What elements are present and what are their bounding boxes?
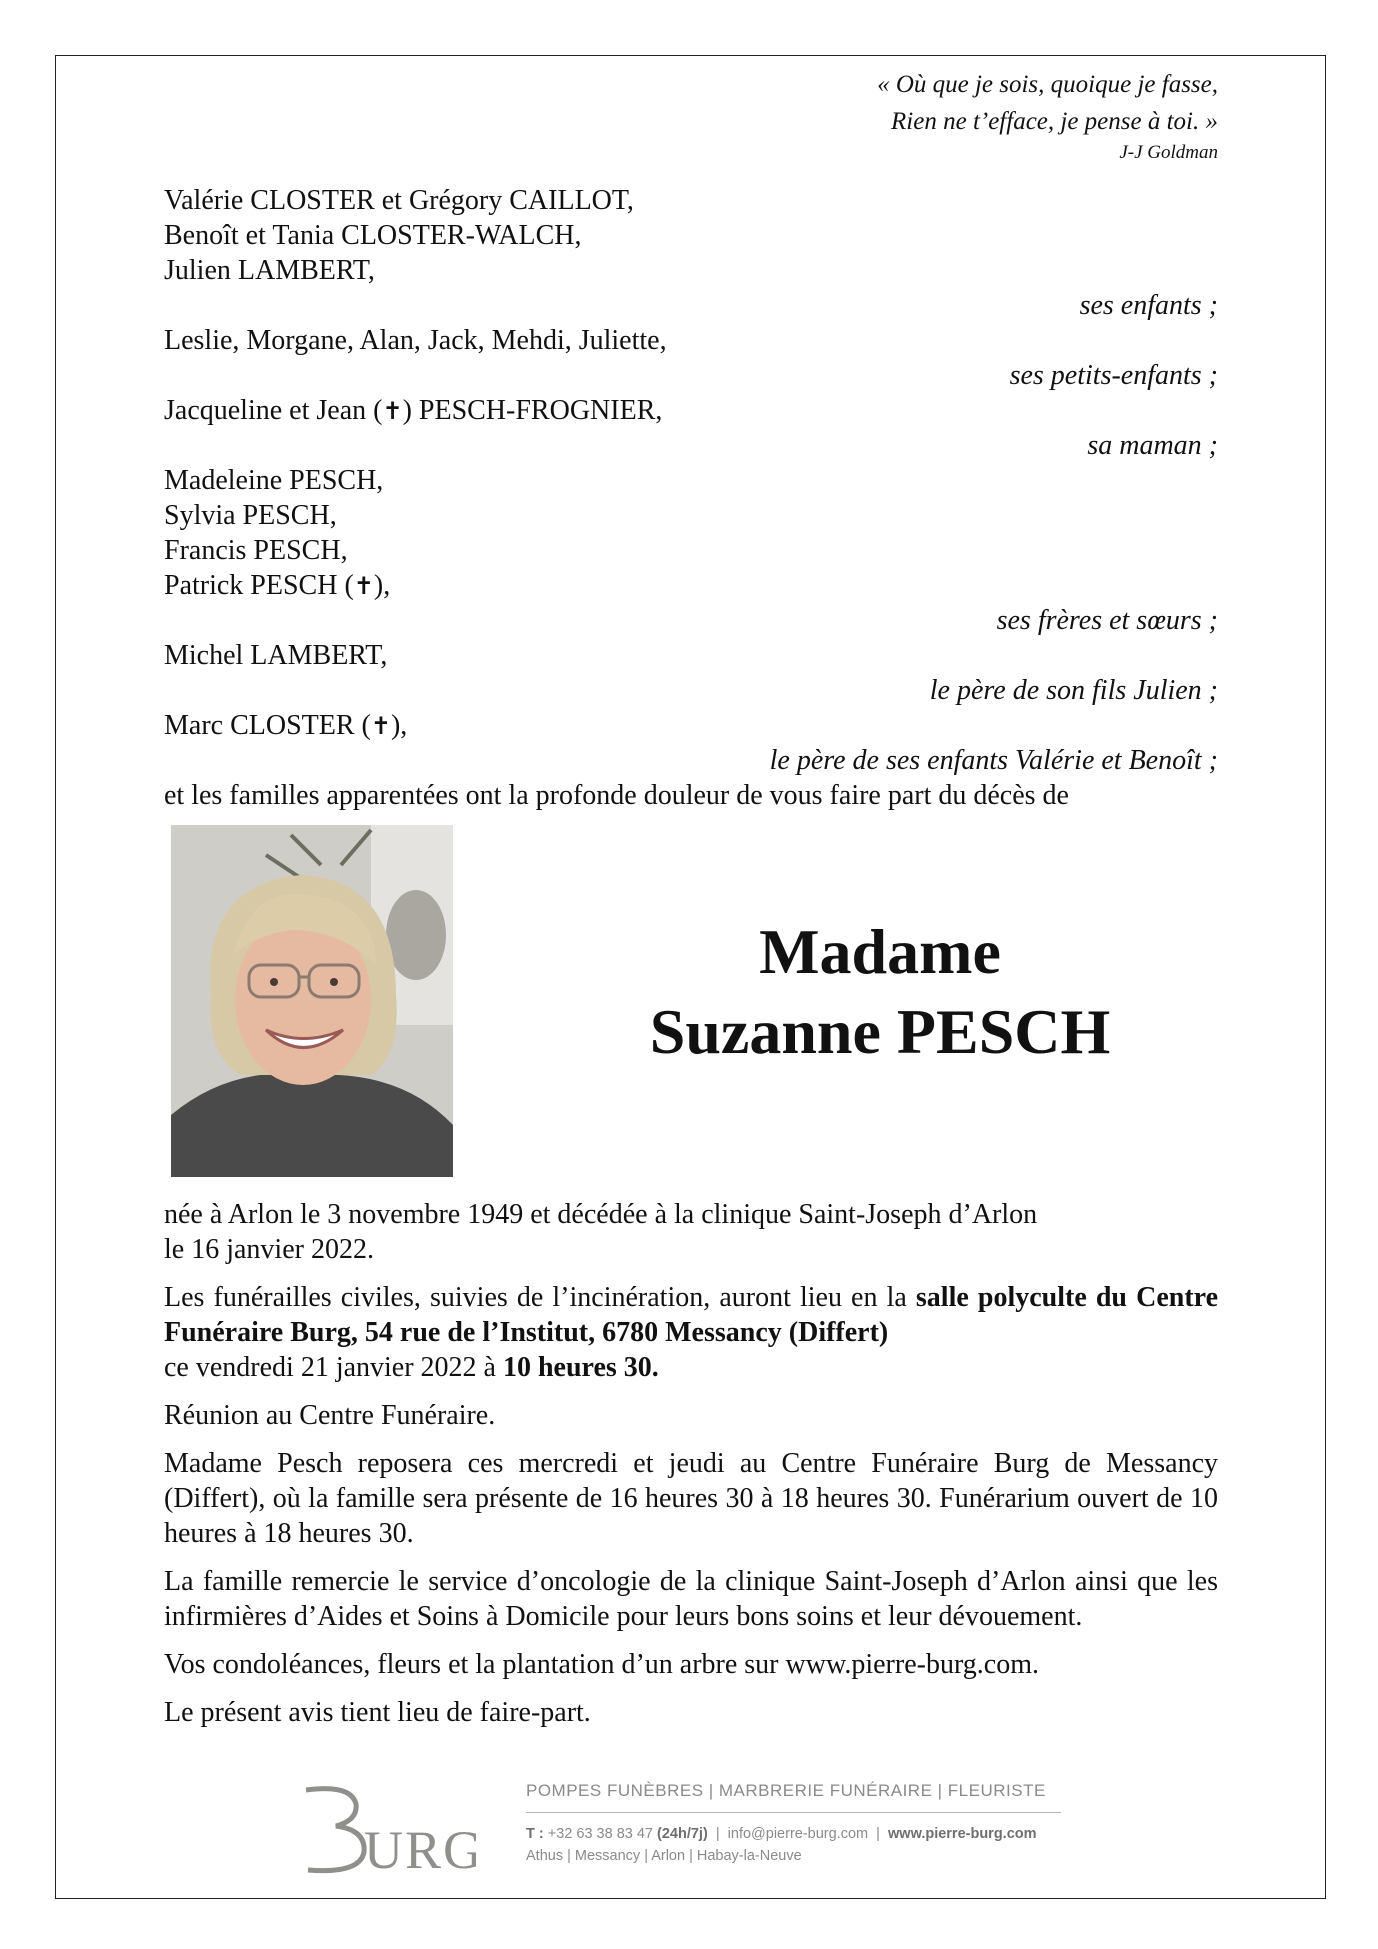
family-member: Benoît et Tania CLOSTER-WALCH, [164, 220, 582, 251]
cross-icon: ✝ [353, 572, 374, 600]
relation-label: ses petits-enfants ; [1009, 360, 1218, 391]
deceased-name [560, 912, 1200, 1072]
burg-logo-mark [296, 1782, 476, 1877]
family-member: Julien LAMBERT, [164, 255, 375, 286]
family-member: Francis PESCH, [164, 535, 348, 566]
family-member [164, 708, 1218, 743]
family-member: Sylvia PESCH, [164, 500, 337, 531]
email-link[interactable]: info@pierre-burg.com [727, 1826, 869, 1842]
quote-line-2: Rien ne t’efface, je pense à toi. » [891, 108, 1218, 135]
phone-hours: (24h/7j) [657, 1826, 708, 1842]
website-link[interactable]: www.pierre-burg.com [888, 1826, 1037, 1842]
family-list [164, 183, 1218, 813]
footer-services: POMPES FUNÈBRES | MARBRERIE FUNÉRAIRE | FLEURISTE [526, 1781, 1046, 1800]
quote-line-1: « Où que je sois, quoique je fasse, [877, 71, 1218, 98]
funeral-venue: salle polyculte du Centre Funéraire Burg, 54 rue de l’Institut, 6780 Messancy (Differt) [164, 1282, 1218, 1348]
notice-paragraph: Le présent avis tient lieu de faire-part. [164, 1697, 591, 1728]
relation-label: sa maman ; [1087, 430, 1218, 461]
death-date-line: le 16 janvier 2022. [164, 1234, 374, 1265]
footer-locations: Athus | Messancy | Arlon | Habay-la-Neuve [526, 1848, 802, 1864]
visitation-paragraph: Madame Pesch reposera ces mercredi et jeudi au Centre Funéraire Burg de Messancy (Differt), où la famille sera présente de 16 heures 30 à 18 heures 30. Funérarium ouvert de 10 heures à 18 heures 30. [164, 1448, 1218, 1549]
cross-icon: ✝ [382, 397, 403, 425]
funeral-date: ce vendredi 21 janvier 2022 à [164, 1352, 503, 1383]
deceased-title: Madame [759, 916, 1001, 987]
family-member: Leslie, Morgane, Alan, Jack, Mehdi, Juliette, [164, 325, 667, 356]
epigraph [164, 66, 1218, 166]
quote-author: J-J Goldman [1119, 142, 1218, 163]
footer-info [526, 1778, 1061, 1867]
funeral-time: 10 heures 30. [502, 1352, 659, 1383]
family-member-name: ) PESCH-FROGNIER, [402, 395, 663, 426]
birth-line: née à Arlon le 3 novembre 1949 et décédée à la clinique Saint-Joseph d’Arlon [164, 1199, 1038, 1230]
funeral-text: Les funérailles civiles, suivies de l’incinération, auront lieu en la [164, 1282, 916, 1313]
relation-label: le père de ses enfants Valérie et Benoît ; [769, 745, 1218, 776]
footer-contact: T : +32 63 38 83 47 (24h/7j) | info@pierre-burg.com | www.pierre-burg.com [526, 1826, 1037, 1842]
deceased-full-name: Suzanne PESCH [649, 996, 1111, 1067]
family-member-name: ), [373, 570, 391, 601]
family-member-name: Marc CLOSTER ( [164, 710, 371, 741]
phone-number[interactable]: +32 63 38 83 47 [547, 1826, 653, 1842]
relation-label: ses enfants ; [1079, 290, 1218, 321]
reunion-paragraph: Réunion au Centre Funéraire. [164, 1400, 496, 1431]
condolences-paragraph: Vos condoléances, fleurs et la plantation d’un arbre sur www.pierre-burg.com. [164, 1649, 1039, 1680]
family-member-name: Patrick PESCH ( [164, 570, 354, 601]
cross-icon: ✝ [370, 712, 391, 740]
relation-label: ses frères et sœurs ; [996, 605, 1218, 636]
logo-text: URG [364, 1820, 476, 1877]
phone-label: T : [526, 1826, 544, 1842]
family-member: Valérie CLOSTER et Grégory CAILLOT, [164, 185, 634, 216]
footer-divider [526, 1812, 1061, 1813]
family-member: Michel LAMBERT, [164, 640, 388, 671]
family-member-name: Jacqueline et Jean ( [164, 395, 383, 426]
burg-logo [296, 1782, 476, 1877]
portrait-photo [171, 825, 453, 1177]
portrait-illustration [171, 825, 453, 1177]
funeral-paragraph [164, 1280, 1218, 1385]
family-member [164, 393, 1218, 428]
family-member [164, 568, 1218, 603]
relation-label: le père de son fils Julien ; [929, 675, 1218, 706]
family-member: Madeleine PESCH, [164, 465, 384, 496]
announcement: et les familles apparentées ont la profonde douleur de vous faire part du décès de [164, 780, 1069, 811]
notice-body [164, 1197, 1218, 1743]
thanks-paragraph: La famille remercie le service d’oncologie de la clinique Saint-Joseph d’Arlon ainsi que les infirmières d’Aides et Soins à Domicile pour leurs bons soins et leur dévouement. [164, 1566, 1218, 1632]
family-member-name: ), [390, 710, 408, 741]
birth-death-paragraph [164, 1197, 1218, 1267]
